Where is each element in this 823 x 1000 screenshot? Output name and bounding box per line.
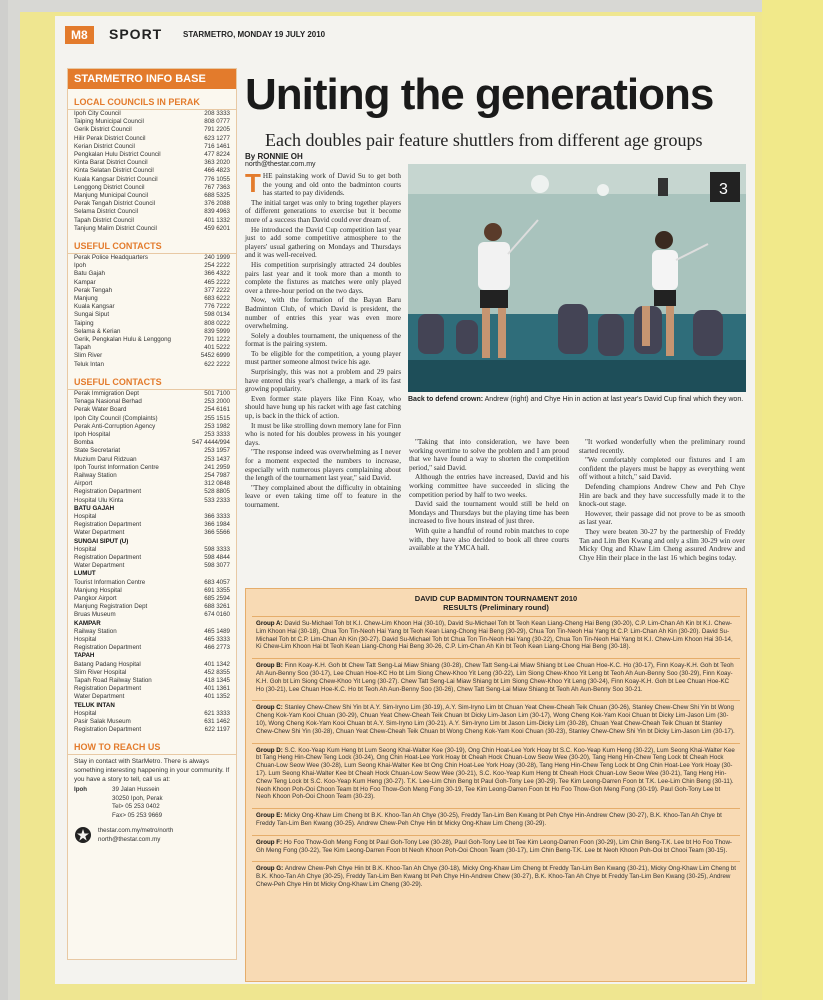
address-line: 30250 Ipoh, Perak — [112, 794, 163, 802]
group-label: Group C: — [256, 704, 285, 712]
group-label: Group A: — [256, 620, 285, 627]
article-paragraph: Defending champions Andrew Chew and Peh Chye Hin are back and they have successfully made it to the knock-out stage. — [579, 482, 745, 509]
contact-name: Hospital — [74, 635, 97, 643]
contact-row — [68, 270, 236, 278]
contact-name: Perak Water Board — [74, 406, 127, 414]
contact-name: Registration Department — [74, 726, 142, 734]
phone-line: Tel> 05 253 0402 — [112, 803, 160, 811]
contact-number: 683 4057 — [204, 578, 230, 586]
contact-number: 622 2222 — [204, 360, 230, 368]
contact-row — [68, 497, 236, 505]
contact-name: Ipoh — [74, 262, 87, 270]
contact-name: Perak Immigration Dept — [74, 389, 139, 397]
contact-name: Perak Tengah District Council — [74, 200, 156, 208]
paper-dateline: STARMETRO, MONDAY 19 JULY 2010 — [183, 30, 326, 39]
contact-row — [68, 118, 236, 126]
contact-number: 674 0160 — [204, 611, 230, 619]
useful-contacts-list — [68, 254, 236, 369]
contact-name: Hospital — [74, 545, 97, 553]
article-paragraph: "They complained about the difficulty in obtaining leave or even taking time off to feature in the tournament. — [245, 483, 401, 509]
contact-number: 691 3355 — [204, 586, 230, 594]
contact-row — [68, 262, 236, 270]
contact-number: 501 7100 — [204, 389, 230, 397]
contact-row — [68, 254, 236, 262]
contact-name: Batu Gajah — [74, 270, 105, 278]
group-label: Group D: — [256, 746, 285, 754]
contact-row — [68, 456, 236, 464]
contact-row — [68, 669, 236, 677]
contact-name: Selama & Kerian — [74, 327, 121, 335]
contact-number: 776 1055 — [204, 175, 230, 183]
contact-number: 366 4322 — [204, 270, 230, 278]
contact-name: Ipoh Hospital — [74, 430, 111, 438]
contact-row — [68, 579, 236, 587]
contact-row — [68, 352, 236, 360]
section-name: SPORT — [109, 26, 163, 42]
contact-name: Perak Tengah — [74, 286, 113, 294]
contact-number: 254 2222 — [204, 262, 230, 270]
contact-row — [68, 110, 236, 118]
contact-number: 839 4963 — [204, 208, 230, 216]
article-paragraph: The initial target was only to bring together players of different generations to exercise but it become more of a success than David could ever dream of. — [245, 198, 401, 224]
article-paragraph: Now, with the formation of the Bayan Baru Badminton Club, of which David is president, the number of entries this year was even more overwhelming. — [245, 296, 401, 331]
contact-row — [68, 143, 236, 151]
contact-name: Tourist Information Centre — [74, 578, 146, 586]
contact-number: 547 4444/994 — [192, 439, 230, 447]
contact-number: 465 1489 — [204, 627, 230, 635]
contact-row — [68, 344, 236, 352]
contact-name: Pangkor Airport — [74, 594, 117, 602]
contact-name: Tenaga Nasional Berhad — [74, 398, 142, 406]
contact-number: 452 8355 — [204, 668, 230, 676]
contact-number: 716 1461 — [204, 142, 230, 150]
contact-name: Tapah Road Railway Station — [74, 677, 152, 684]
group-results: Finn Koay-K.H. Goh bt Chew Tatt Seng-Lai Miaw Shiang (30-28), Chew Tatt Seng-Lai Miaw Shiang bt Lee Chuan Hoe-K.C. Ho (30-17), Finn Koay-K.H. Goh bt Teoh Ah Aun-Benny Soo (30-17), Lee Chuan Hoe-KC Ho bt Lim Siong Chew-Khoo Yit Leng (30-22), Lim Siong Chew-Khoo Yit Leng bt Teoh Ah Aun-Benny Soo (30-29), Finn Koay-K.H. Goh bt Lim Siong Chew-Khoo Yit Leng (30-27). Chew Tatt Seng-Lai Miaw Shiang bt Lim Siong Chew-Khoo Yit Leng (30-24), Finn Koay-K.H. Goh bt Lee Chuan Hoe-KC Ho (30-21), Lee Chuan Hoe-K.C. Ho bt Teoh Ah Aun-Benny Soo (30-26), Chew Tatt Seng-Lai Miaw Shiang bt Teoh Ah Aun-Benny Soo 30-21. — [256, 662, 734, 693]
contact-row — [68, 677, 236, 685]
contact-name: Taiping Municipal Council — [74, 118, 144, 126]
contact-number: 401 1352 — [204, 693, 230, 701]
newspaper-page — [55, 16, 755, 984]
contact-number: 5452 6999 — [200, 352, 230, 360]
address-label: Ipoh — [74, 786, 88, 794]
address-lines — [112, 786, 163, 820]
results-group — [252, 616, 740, 654]
contact-name: Water Department — [74, 562, 125, 570]
contact-row — [68, 208, 236, 216]
contact-number: 791 1222 — [204, 336, 230, 344]
contact-row — [68, 303, 236, 311]
contact-number: 466 2773 — [204, 644, 230, 652]
results-group — [252, 700, 740, 738]
contact-number: 253 1957 — [204, 447, 230, 455]
contact-number: 401 1342 — [204, 660, 230, 668]
author: By RONNIE OH — [245, 152, 303, 161]
star-logo-icon — [74, 826, 92, 844]
caption-lead: Back to defend crown: — [408, 396, 484, 403]
contact-row — [68, 167, 236, 175]
contact-name: Ipoh City Council (Complaints) — [74, 414, 158, 422]
contact-number: 598 3333 — [204, 545, 230, 553]
photo-caption — [408, 396, 744, 405]
contact-row — [68, 538, 236, 546]
contact-number: 598 3077 — [204, 562, 230, 570]
contact-row — [68, 628, 236, 636]
contact-row — [68, 287, 236, 295]
contact-name: Sungai Siput — [74, 311, 110, 319]
local-councils-heading: LOCAL COUNCILS IN PERAK — [68, 93, 236, 110]
contact-number: 254 6161 — [204, 406, 230, 414]
contact-name: Perak Police Headquarters — [74, 254, 148, 262]
contact-row — [68, 521, 236, 529]
contact-name: KAMPAR — [74, 619, 101, 627]
results-group — [252, 808, 740, 831]
contact-name: Pasir Salak Museum — [74, 718, 131, 726]
contact-name: Kuala Kangsar District Council — [74, 175, 158, 183]
contact-name: Water Department — [74, 693, 125, 701]
contact-name: Lenggong District Council — [74, 183, 145, 191]
contact-row — [68, 603, 236, 611]
group-results: S.C. Koo-Yeap Kum Heng bt Lum Seong Khai-Walter Kee (30-19), Ong Chin Hoat-Lee York Hoay bt S.C. Koo-Yeap Kum Heng (30-22), Lum Seong Khai-Walter Kee bt Tang Heng Hin-Chew Teng Lock (30-24), Ong Chin Hoat-Lee York Hoay bt Cheah Hock Chuan-Low Seow Wee (30-20), Tang Heng Hin-Chew Teng Lock bt Cheah Hock Chuan-Low Seow Wee (30-28), Lum Seong Khai-Walter Kee bt Ong Chin Hoat-Lee York Hoay (30-28), Tang Heng Hin-Chew Teng Lock bt Ong Chin Hoat-Lee York Hoay (30-17). Lum Seong Khai-Walter Kee bt Cheah Hock Chuan-Low Seow Wee (30-21), S.C. Koo-Yeap Kum Heng bt Cheah Hock Chuan-Low Seow Wee (30-21), Tang Heng Hin-Chew Teng Lock bt S.C. Koo-Yeap Kum Heng (30-27). T.K. Lee-Lim Chin Beng bt Paul Goh-Tony Lee (30-29). Tee Kim Leong-Darren Foon bt T.K. Lee-Lim Chin Beng (30-11). Neoh Khoon Poh-Ooi Choon Team bt Ho Foo Thow-Goh Meng Fong 30-19, Tee Kim Leong-Darren Foon bt Ho Foo Thow-Goh Meng Fong (30-19). Paul Goh-Tony Lee bt Neoh Khoon Poh-Ooi Choon Team (30-23). — [256, 746, 735, 801]
contact-name: Kerian District Council — [74, 142, 135, 150]
contact-row — [68, 472, 236, 480]
contact-row — [68, 159, 236, 167]
contact-row — [68, 431, 236, 439]
contact-row — [68, 488, 236, 496]
contact-number: 622 1197 — [204, 726, 230, 734]
reach-us-heading: HOW TO REACH US — [68, 738, 236, 755]
contact-number: 683 6222 — [204, 295, 230, 303]
contact-row — [68, 126, 236, 134]
contact-name: Tapah — [74, 344, 91, 352]
article-column-1 — [245, 168, 401, 511]
contact-number: 312 0848 — [204, 480, 230, 488]
contact-number: 254 7987 — [204, 471, 230, 479]
contact-row — [68, 718, 236, 726]
article-paragraph: They were beaten 30-27 by the partnership of Freddy Tan and Lim Ben Kwang and only a slim 30-29 win over Micky Ong and Khaw Lim Cheng assured Andrew and Chye Hin their place in the last 16 which begins today. — [579, 527, 745, 562]
contact-name: Hospital — [74, 512, 97, 520]
results-groups — [246, 616, 746, 892]
reach-us-text: Stay in contact with StarMetro. There is always something interesting happening in your community. If you have a story to tell, call us at: — [74, 758, 230, 784]
contact-name: Batang Padang Hospital — [74, 660, 141, 668]
contact-row — [68, 562, 236, 570]
contact-number: 255 1515 — [204, 414, 230, 422]
contact-number: 808 0222 — [204, 319, 230, 327]
contact-row — [68, 529, 236, 537]
contact-row — [68, 693, 236, 701]
contact-number: 808 0777 — [204, 118, 230, 126]
address-line: 39 Jalan Hussein — [112, 786, 160, 794]
email-link[interactable]: north@thestar.com.my — [98, 836, 161, 844]
svg-text:3: 3 — [719, 181, 728, 198]
contact-row — [68, 151, 236, 159]
group-results: David Su-Michael Toh bt K.I. Chew-Lim Khoon Hai (30-10), David Su-Michael Toh bt Teoh Kean Liang-Cheng Hai Beng (30-20), C.P. Lim-Chan Ah Kin bt K.I. Chew-Lim Khoon Hai (30-18), Chua Ton Tin-Neoh Hai Yang bt Teoh Kean Liang-Chong Hai Beng (30-29), Chua Ton Tin-Neoh Hai Yang bt C.P. Lim-Chan Ah Kin (30-20). David Su-Michael Toh bt C.P. Lim-Chan Ah Kin (30-27). David Su-Michael Toh bt Chua Ton Tin-Neoh Hai Yang (30-22), Chua Ton Tin-Neoh Hai Yang bt K.I. Chew-Lim Khoon Hai 30-14, Ki Chew-Lim Khoon Hai bt Teoh Kean Liang-Chong Hai Beng 30-26, C.P. Lim-Chan Ah Kin bt Teoh Kean Liang-Chong Hai Beng (30-18). — [256, 620, 733, 651]
contact-row — [68, 464, 236, 472]
contact-number: 839 5999 — [204, 327, 230, 335]
contact-number: 363 2020 — [204, 159, 230, 167]
contact-footer — [68, 820, 236, 850]
group-results: Micky Ong-Khaw Lim Cheng bt B.K. Khoo-Tan Ah Chye (30-25), Freddy Tan-Lim Ben Kwang bt Peh Chye Hin-Andrew Chew (30-27), B.K. Khoo-Tan Ah Chye bt Freddy Tan-Lim Ben Kwang (30-25). Andrew Chew-Peh Chye Hin bt Micky Ong-Khaw Lim Cheng (30-29). — [256, 812, 722, 827]
article-paragraph: Solely a doubles tournament, the uniqueness of the format is the pairing system. — [245, 331, 401, 349]
contact-name: Hospital — [74, 709, 97, 717]
article-paragraph: He introduced the David Cup competition last year just to add some competitive atmosphere to the players' usual gathering on Mondays and Thursdays and it was well-received. — [245, 225, 401, 260]
contact-row — [68, 702, 236, 710]
article-paragraph: It must be like strolling down memory lane for Finn who is noted for his doubles prowess in his younger days. — [245, 421, 401, 447]
results-group — [252, 835, 740, 858]
website-link[interactable]: thestar.com.my/metro/north — [98, 827, 174, 835]
contact-name: LUMUT — [74, 570, 96, 578]
contact-number: 401 1361 — [204, 685, 230, 693]
contact-name: Railway Station — [74, 471, 117, 479]
contact-number: 528 8805 — [204, 488, 230, 496]
contact-name: Ipoh Tourist Information Centre — [74, 463, 159, 471]
contact-number: 366 1984 — [204, 521, 230, 529]
byline — [245, 152, 316, 168]
article-paragraph: Even former state players like Finn Koay, who should have hung up his racket with age fast catching up, is back in the thick of action. — [245, 394, 401, 421]
contact-name: TELUK INTAN — [74, 701, 115, 709]
contact-number: 776 7222 — [204, 303, 230, 311]
article-paragraph: With quite a handful of round robin matches to cope with, they have also decided to book all three courts available at the YMCA hall. — [409, 526, 569, 553]
article-paragraph: Although the entries have increased, David and his working committee have succeeded in slicing the competition period by half to two weeks. — [409, 473, 569, 499]
contact-name: Tanjung Malim District Council — [74, 224, 157, 232]
article-paragraph: David said the tournament would still be held on Mondays and Thursdays but the playing time has been increased to five hours instead of just three. — [409, 500, 569, 526]
article-paragraph: "Taking that into consideration, we have been working overtime to solve the problem and I am proud that we have found a way to shorten the competition period," said David. — [409, 438, 569, 472]
contact-row — [68, 439, 236, 447]
contact-name: Selama District Council — [74, 208, 138, 216]
contact-name: Registration Department — [74, 685, 142, 693]
contact-name: Manjung Municipal Council — [74, 192, 148, 200]
yellow-folder-edge — [762, 0, 823, 1000]
contact-row — [68, 415, 236, 423]
contact-number: 253 1982 — [204, 422, 230, 430]
contact-number: 685 2594 — [204, 594, 230, 602]
contact-number: 377 2222 — [204, 286, 230, 294]
contact-number: 477 8224 — [204, 151, 230, 159]
contact-number: 366 5566 — [204, 529, 230, 537]
article-paragraph: "We comfortably completed our fixtures and I am confident the players must be happy as everything went off without a hitch," said David. — [579, 456, 745, 482]
sidebar-title: STARMETRO INFO BASE — [68, 69, 236, 89]
contact-number: 533 2333 — [204, 496, 230, 504]
contact-number: 240 1999 — [204, 254, 230, 262]
page-number: M8 — [65, 26, 94, 44]
contact-number: 401 5222 — [204, 344, 230, 352]
results-box — [245, 588, 747, 982]
group-label: Group G: — [256, 865, 285, 873]
contact-name: Bomba — [74, 439, 94, 447]
results-subtitle: RESULTS (Preliminary round) — [443, 603, 549, 612]
author-email: north@thestar.com.my — [245, 161, 316, 168]
article-paragraph: "It worked wonderfully when the preliminary round started recently. — [579, 438, 745, 455]
page-header — [65, 24, 745, 46]
contact-name: Registration Department — [74, 553, 142, 561]
contact-row — [68, 328, 236, 336]
contact-row — [68, 447, 236, 455]
contact-row — [68, 587, 236, 595]
contact-name: Kinta Selatan District Council — [74, 167, 154, 175]
contact-number: 688 5325 — [204, 192, 230, 200]
contact-row — [68, 611, 236, 619]
contact-name: State Secretariat — [74, 447, 121, 455]
contact-row — [68, 661, 236, 669]
group-results: Ho Foo Thow-Goh Meng Fong bt Paul Goh-Tony Lee (30-28), Paul Goh-Tony Lee bt Tee Kim Leong-Darren Foon (30-29), Lim Chin Beng-T.K. Lee bt Ho Foo Thow-Gh Meng Fong (30-22), Tee Kim Leong-Darren Foon bt Neoh Khoon Poh-Ooi Choon Team (30-17), Lim Chin Beng-T.K. Lee bt Neoh Khoon Poh-Ooi bt Chooi Team (30-15). — [256, 838, 732, 854]
contact-name: Manjung Registration Dept — [74, 603, 148, 611]
contact-name: Hilir Perak District Council — [74, 134, 146, 142]
contact-name: Perak Anti-Corruption Agency — [74, 422, 156, 430]
contact-name: BATU GAJAH — [74, 504, 115, 512]
local-councils-list — [68, 110, 236, 233]
contact-name: Kampar — [74, 278, 96, 286]
contact-name: Kinta Barat District Council — [74, 159, 148, 167]
caption-text: Andrew (right) and Chye Hin in action at last year's David Cup final which they won. — [484, 396, 744, 403]
contact-row — [68, 361, 236, 369]
group-label: Group E: — [256, 812, 285, 820]
contact-name: Ipoh City Council — [74, 110, 121, 117]
contact-row — [68, 135, 236, 143]
contact-name: Tapah District Council — [74, 216, 134, 224]
contact-row — [68, 570, 236, 578]
contact-row — [68, 513, 236, 521]
subheadline: Each doubles pair feature shuttlers from different age groups — [265, 130, 703, 150]
info-sidebar — [67, 68, 237, 960]
article-paragraph: "The response indeed was overwhelming as I never for a moment expected the numbers to increase, especially with numerous players complaining about the length of the tournament last year," said David. — [245, 448, 401, 483]
contact-row — [68, 685, 236, 693]
badminton-photo-illustration — [408, 164, 746, 392]
contact-number: 366 3333 — [204, 512, 230, 520]
contact-number: 459 6201 — [204, 224, 230, 232]
contact-name: Manjung Hospital — [74, 586, 122, 594]
contact-row — [68, 554, 236, 562]
contact-name: Kuala Kangsar — [74, 303, 115, 311]
contact-number: 688 3261 — [204, 603, 230, 611]
results-group — [252, 743, 740, 805]
contact-name: Railway Station — [74, 627, 117, 635]
contact-row — [68, 505, 236, 513]
contact-number: 791 2205 — [204, 126, 230, 134]
contact-row — [68, 295, 236, 303]
contact-row — [68, 320, 236, 328]
contact-number: 465 2222 — [204, 278, 230, 286]
contact-name: Muzium Darul Ridzuan — [74, 455, 137, 463]
contact-number: 598 0134 — [204, 311, 230, 319]
contact-name: Airport — [74, 480, 93, 488]
contact-number: 598 4844 — [204, 553, 230, 561]
group-results: Andrew Chew-Peh Chye Hin bt B.K. Khoo-Tan Ah Chye (30-18), Micky Ong-Khaw Lim Cheng bt Freddy Tan-Lim Ben Kwang (30-21), Micky Ong-Khaw Lim Cheng bt B.K. Khoo-Tan Ah Chye (30-25), Freddy Tan-Lim Ben Kwang bt Peh Chye Hin-Andrew Chew (30-27), B.K. Khoo-Tan Ah Chye bt Freddy Tan-Lim Ben Kwang (30-25), Andrew Chew-Peh Chye Hin bt Micky Ong-Khaw Lim Cheng (30-29). — [256, 865, 736, 888]
fax-line: Fax> 05 253 9669 — [112, 811, 163, 819]
group-label: Group F: — [256, 838, 284, 846]
contact-row — [68, 279, 236, 287]
contact-row — [68, 225, 236, 233]
contact-row — [68, 636, 236, 644]
contact-name: Pengkalan Hulu District Council — [74, 151, 161, 159]
contact-number: 401 1332 — [204, 216, 230, 224]
group-label: Group B: — [256, 662, 285, 670]
contact-number: 623 1277 — [204, 134, 230, 142]
contact-row — [68, 390, 236, 398]
contact-name: Teluk Intan — [74, 360, 104, 368]
contact-row — [68, 200, 236, 208]
article-column-2 — [409, 438, 569, 554]
results-title: DAVID CUP BADMINTON TOURNAMENT 2010 — [414, 594, 578, 603]
contact-name: Manjung — [74, 295, 98, 303]
article-paragraph: His competition surprisingly attracted 24 doubles pairs last year and it took more than a month to complete the fixtures as matches were only played over a three-hour period on the two days. — [245, 260, 401, 295]
contact-row — [68, 176, 236, 184]
contact-name: Slim River — [74, 352, 103, 360]
contact-row — [68, 192, 236, 200]
article-paragraph: However, their passage did not prove to be as smooth as last year. — [579, 509, 745, 527]
contact-row — [68, 546, 236, 554]
results-group — [252, 658, 740, 696]
contact-row — [68, 336, 236, 344]
contact-row — [68, 620, 236, 628]
contact-name: Gerik, Pengkalan Hulu & Lenggong — [74, 336, 172, 344]
contact-name: Gerik District Council — [74, 126, 132, 134]
contact-row — [68, 480, 236, 488]
useful-contacts-heading-2: USEFUL CONTACTS — [68, 373, 236, 390]
contact-row — [68, 184, 236, 192]
contact-number: 253 2000 — [204, 398, 230, 406]
contact-number: 465 3333 — [204, 635, 230, 643]
article-paragraph: To be eligible for the competition, a young player must partner someone almost twice his age. — [245, 349, 401, 367]
drop-cap: T — [245, 168, 261, 198]
article-column-3 — [579, 438, 745, 563]
group-results: Stanley Chew-Chew Shi Yin bt A.Y. Sim-Iryno Lim (30-19), A.Y. Sim-Iryno Lim bt Chuan Yeat Chew-Cheah Teik Chuan (30-26), Stanley Chew-Chew Shi Yin bt Wong Cheng Kok-Yam Kooi Chuan (30-29), Chuan Yeat Chew-Cheah Teik Chuan bt Dicky Lim-Jason Lim (30-17), Wong Cheng Kok-Yam Kooi Chuan bt Dicky Lim-Jason Lim (30-10), Wong Cheng Kok-Yam Kooi Chuan bt A.Y. Sim-Iryno Lim (30-21). A.Y. Sim-Iryno Lim bt Jason Lim-Dicky Lim (30-28), Chuan Yeat Chew-Cheah Teik Chuan bt Stanley Chew-Chew Shi Yin (30-28), Chuan Yeat Chew-Cheah Teik Chuan bt Wong Cheng Kok-Yam Kooi Chuan (30-23), Stanley Chew-Chew Shi Yin bt Dicky Lim-Jason Lim (30-17). — [256, 704, 735, 735]
useful-contacts-list-2 — [68, 390, 236, 735]
contact-number: 631 1462 — [204, 718, 230, 726]
contact-row — [68, 423, 236, 431]
contact-name: TAPAH — [74, 652, 95, 660]
contact-number: 253 3333 — [204, 430, 230, 438]
contact-name: Bruas Museum — [74, 611, 116, 619]
contact-name: Hospital Ulu Kinta — [74, 496, 124, 504]
contact-row — [68, 644, 236, 652]
contact-number: 621 3333 — [204, 709, 230, 717]
contact-number: 466 4823 — [204, 167, 230, 175]
results-group — [252, 861, 740, 891]
contact-number: 241 2959 — [204, 463, 230, 471]
contact-row — [68, 595, 236, 603]
contact-number: 376 2088 — [204, 200, 230, 208]
contact-number: 208 3333 — [204, 110, 230, 117]
contact-name: Water Department — [74, 529, 125, 537]
contact-row — [68, 398, 236, 406]
contact-row — [68, 311, 236, 319]
badminton-photo — [408, 164, 746, 392]
contact-number: 253 1437 — [204, 455, 230, 463]
contact-name: SUNGAI SIPUT (U) — [74, 537, 129, 545]
contact-row — [68, 710, 236, 718]
contact-row — [68, 652, 236, 660]
article-paragraph: Surprisingly, this was not a problem and 29 pairs have entered this year's challenge, a mark of its fast growing popularity. — [245, 368, 401, 394]
contact-name: Registration Department — [74, 644, 142, 652]
article-paragraph: THE painstaking work of David Su to get both the young and old onto the badminton courts has started to pay dividends. — [245, 168, 401, 198]
contact-name: Slim River Hospital — [74, 668, 127, 676]
contact-row — [68, 217, 236, 225]
headline: Uniting the generations — [245, 70, 714, 119]
contact-name: Registration Department — [74, 521, 142, 529]
contact-name: Registration Department — [74, 488, 142, 496]
contact-row — [68, 726, 236, 734]
contact-row — [68, 406, 236, 414]
useful-contacts-heading: USEFUL CONTACTS — [68, 237, 236, 254]
contact-number: 418 1345 — [204, 677, 230, 684]
contact-name: Taiping — [74, 319, 94, 327]
address-block — [68, 786, 236, 820]
contact-number: 767 7363 — [204, 183, 230, 191]
